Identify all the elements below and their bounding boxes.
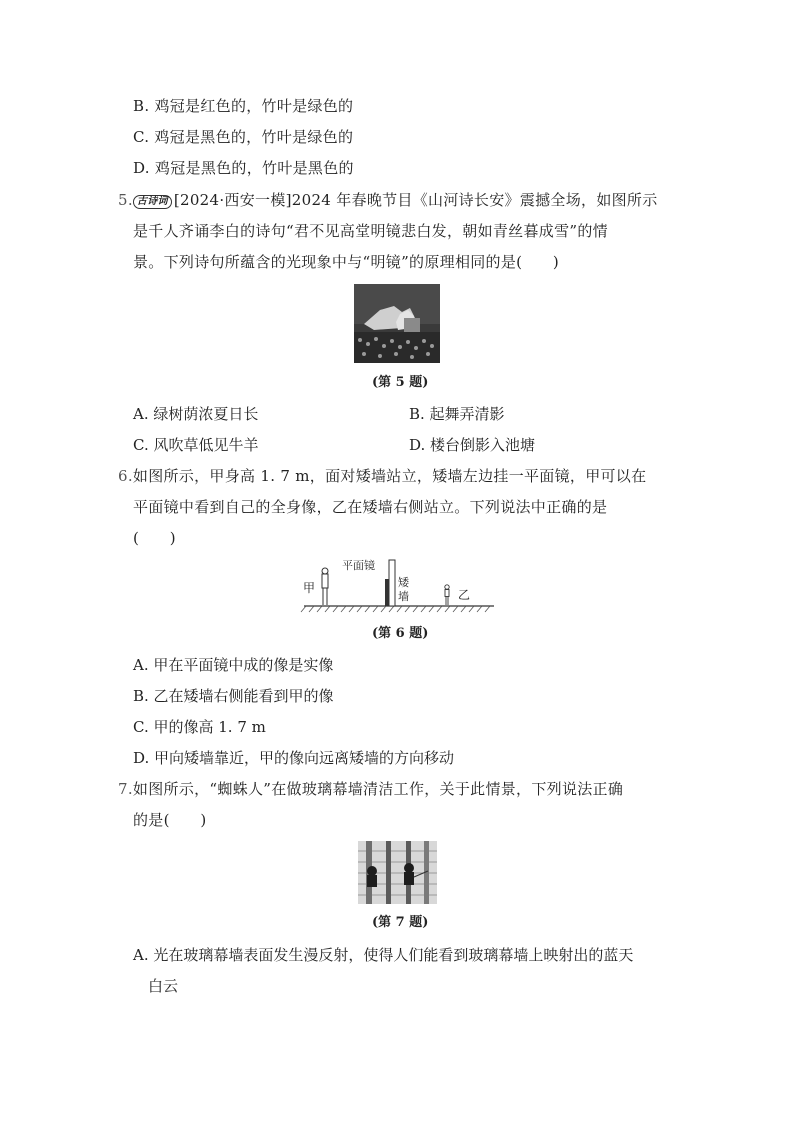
q6-label-jia: 甲 (303, 581, 316, 595)
q6-label-yi: 乙 (458, 588, 471, 602)
q5-line1 (118, 190, 658, 210)
q5-photo-art (354, 284, 440, 363)
q5-option-c: C. 风吹草低见牛羊 (133, 436, 259, 454)
q6-option-b: B. 乙在矮墙右侧能看到甲的像 (133, 687, 334, 705)
q5-option-d: D. 楼台倒影入池塘 (409, 436, 536, 454)
q6-diagram (298, 556, 498, 618)
q7-option-a-line2: 白云 (148, 977, 179, 995)
option-b-prev: B. 鸡冠是红色的，竹叶是绿色的 (133, 97, 354, 115)
q5-photo (354, 284, 440, 363)
q5-option-b: B. 起舞弄清影 (409, 405, 505, 423)
q7-number: 7. (118, 780, 133, 798)
q5-line2: 是千人齐诵李白的诗句“君不见高堂明镜悲白发，朝如青丝暮成雪”的情 (133, 222, 608, 240)
option-d-prev: D. 鸡冠是黑色的，竹叶是黑色的 (133, 159, 354, 177)
q6-text-1: 如图所示，甲身高 1. 7 m，面对矮墙站立，矮墙左边挂一平面镜，甲可以在 (132, 467, 647, 485)
q5-caption: (第 5 题) (372, 375, 429, 390)
q5-number: 5. (118, 191, 133, 209)
q6-label-wall-1: 矮 (398, 576, 409, 589)
q7-line1 (118, 779, 623, 799)
q7-line2: 的是( ) (133, 811, 207, 829)
q5-text-1: [2024·西安一模]2024 年春晚节目《山河诗长安》震撼全场，如图所示 (173, 191, 658, 209)
q5-option-a: A. 绿树荫浓夏日长 (133, 405, 259, 423)
q6-option-c: C. 甲的像高 1. 7 m (133, 718, 266, 736)
q7-text-1: 如图所示，“蜘蛛人”在做玻璃幕墙清洁工作，关于此情景，下列说法正确 (132, 780, 624, 798)
q6-caption: (第 6 题) (372, 626, 429, 641)
q5-line3: 景。下列诗句所蕴含的光现象中与“明镜”的原理相同的是( ) (133, 253, 560, 271)
q6-line3: ( ) (133, 529, 176, 547)
q6-option-a: A. 甲在平面镜中成的像是实像 (133, 656, 334, 674)
q6-label-mirror: 平面镜 (342, 559, 375, 572)
q7-option-a-line1: A. 光在玻璃幕墙表面发生漫反射，使得人们能看到玻璃幕墙上映射出的蓝天 (133, 946, 634, 964)
q6-number: 6. (118, 467, 133, 485)
q6-line2: 平面镜中看到自己的全身像，乙在矮墙右侧站立。下列说法中正确的是 (133, 498, 608, 516)
q7-photo (358, 841, 437, 904)
q5-tag-badge: 古诗词 (133, 195, 172, 209)
q7-caption: (第 7 题) (372, 915, 429, 930)
q7-photo-art (358, 841, 437, 904)
q6-line1 (118, 466, 646, 486)
option-c-prev: C. 鸡冠是黑色的，竹叶是绿色的 (133, 128, 354, 146)
q6-label-wall-2: 墙 (398, 590, 409, 603)
q6-option-d: D. 甲向矮墙靠近，甲的像向远离矮墙的方向移动 (133, 749, 455, 767)
